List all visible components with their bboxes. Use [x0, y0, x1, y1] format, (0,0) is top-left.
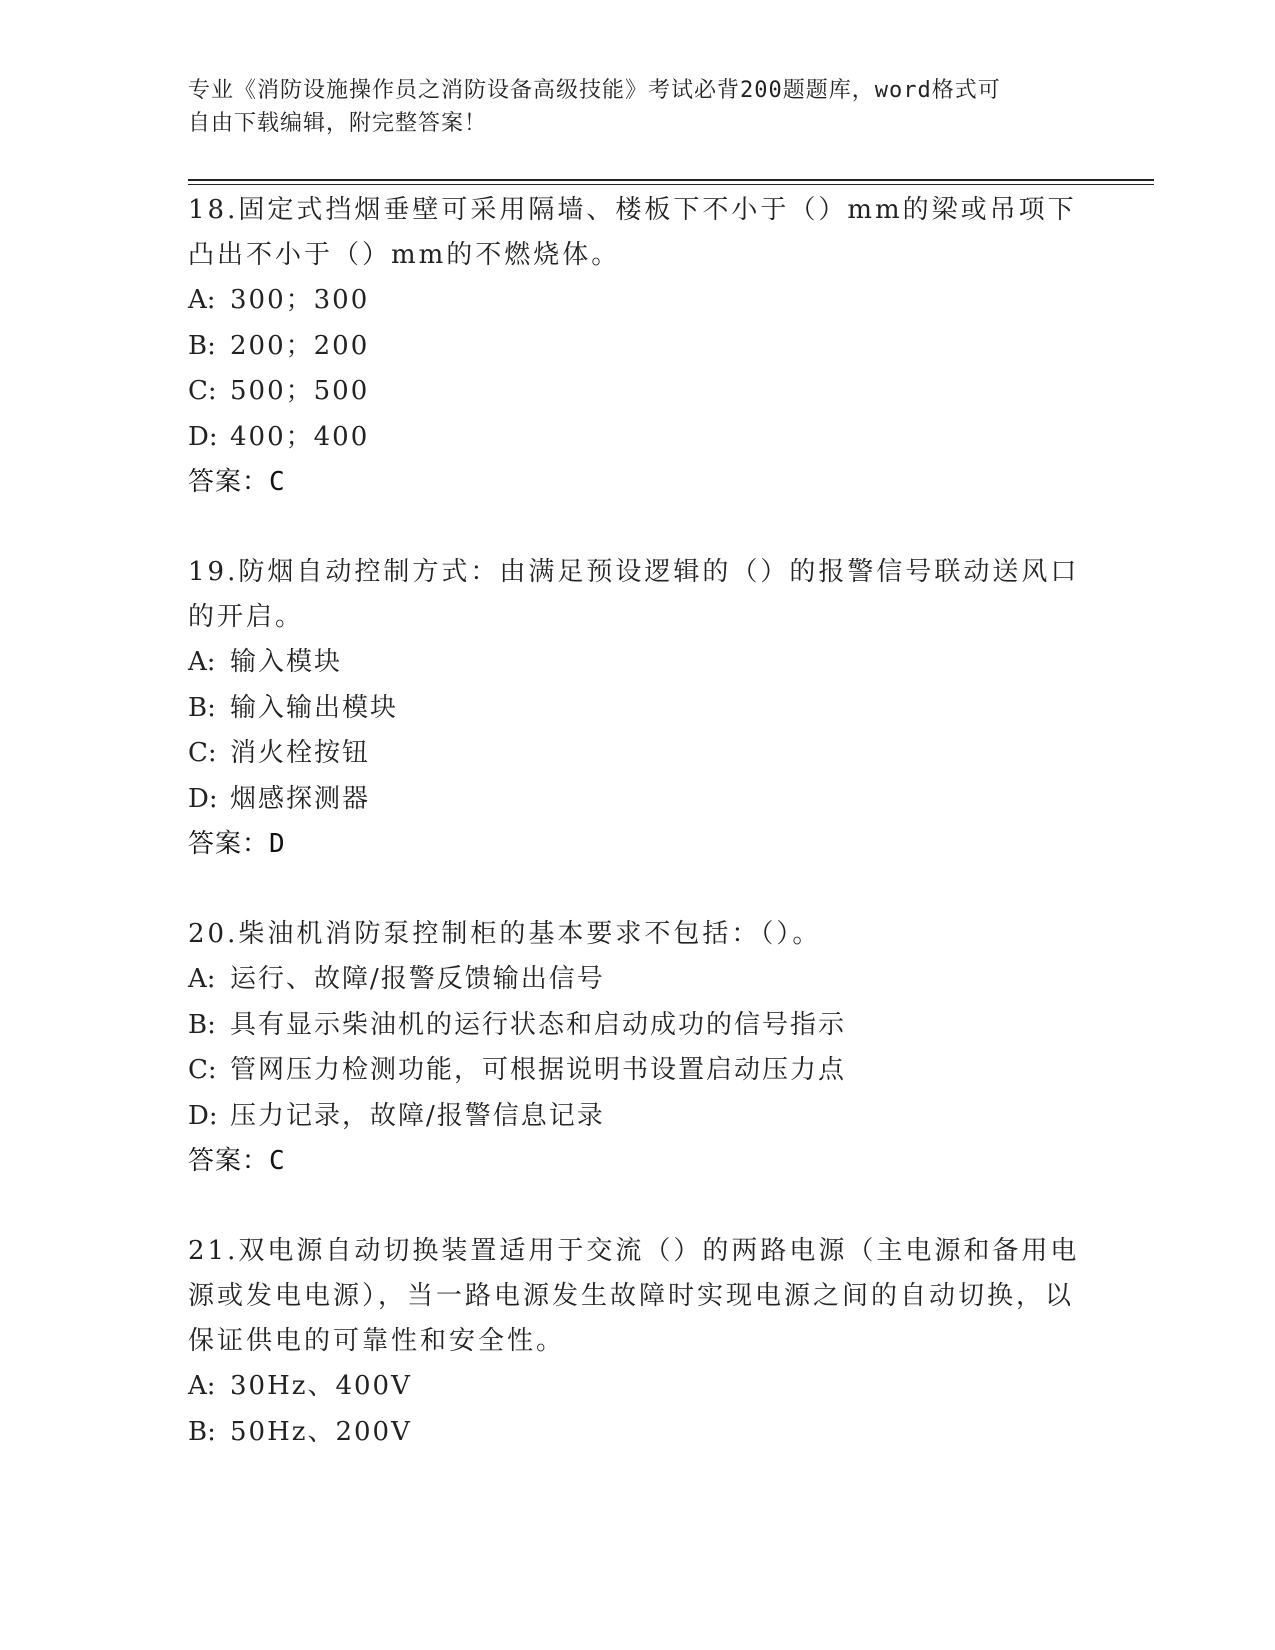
option-b	[188, 1003, 1088, 1049]
option-a	[188, 957, 1088, 1003]
option-text: 400；400	[230, 421, 370, 452]
option-c	[188, 731, 1088, 777]
header-line-2: 自由下载编辑，附完整答案！	[188, 111, 488, 136]
option-b	[188, 324, 1088, 370]
answer: 答案：D	[188, 829, 286, 859]
option-letter: A:	[188, 1371, 216, 1401]
option-letter: B:	[188, 330, 216, 361]
option-letter: C:	[188, 376, 217, 406]
question-21	[188, 1229, 1088, 1455]
document-header	[188, 74, 1088, 140]
option-text: 烟感探测器	[230, 783, 371, 814]
option-letter: B:	[188, 1009, 216, 1040]
answer: 答案：C	[188, 467, 286, 497]
option-letter: B:	[188, 692, 216, 723]
answer: 答案：C	[188, 1146, 286, 1176]
option-d	[188, 415, 1088, 461]
option-a	[188, 640, 1088, 686]
option-d	[188, 777, 1088, 823]
question-text: 21.双电源自动切换装置适用于交流（）的两路电源（主电源和备用电源或发电电源），当一路电源发生故障时实现电源之间的自动切换，以保证供电的可靠性和安全性。	[188, 1236, 1080, 1356]
question-list	[188, 188, 1088, 1500]
option-letter: B:	[188, 1416, 216, 1447]
option-letter: A:	[188, 647, 216, 677]
option-c	[188, 369, 1088, 415]
option-text: 消火栓按钮	[230, 738, 371, 768]
option-a	[188, 1364, 1088, 1410]
option-text: 200；200	[230, 330, 370, 361]
option-text: 300；300	[230, 285, 370, 315]
option-text: 50Hz、200V	[230, 1416, 412, 1447]
option-text: 500；500	[230, 376, 370, 406]
option-text: 运行、故障/报警反馈输出信号	[230, 964, 605, 994]
option-letter: D:	[188, 421, 218, 452]
option-b	[188, 686, 1088, 732]
header-line-1: 专业《消防设施操作员之消防设备高级技能》考试必背200题题库，word格式可	[188, 78, 1001, 103]
question-text: 19.防烟自动控制方式：由满足预设逻辑的（）的报警信号联动送风口的开启。	[188, 557, 1080, 632]
option-text: 输入模块	[230, 647, 343, 677]
option-text: 管网压力检测功能，可根据说明书设置启动压力点	[230, 1055, 847, 1085]
option-text: 具有显示柴油机的运行状态和启动成功的信号指示	[230, 1009, 847, 1040]
question-19	[188, 550, 1088, 867]
option-letter: A:	[188, 285, 216, 315]
header-divider-thick	[188, 179, 1154, 181]
option-text: 压力记录，故障/报警信息记录	[230, 1100, 605, 1131]
question-20	[188, 912, 1088, 1184]
option-letter: C:	[188, 738, 217, 768]
question-text: 18.固定式挡烟垂壁可采用隔墙、楼板下不小于（）mm的梁或吊项下凸出不小于（）mm的不燃烧体。	[188, 195, 1077, 270]
option-text: 输入输出模块	[230, 692, 399, 723]
question-18	[188, 188, 1088, 505]
question-text: 20.柴油机消防泵控制柜的基本要求不包括：（）。	[188, 919, 822, 949]
option-letter: A:	[188, 964, 216, 994]
header-divider-thin	[188, 184, 1154, 185]
option-letter: D:	[188, 1100, 218, 1131]
option-b	[188, 1410, 1088, 1456]
option-letter: D:	[188, 783, 218, 814]
option-letter: C:	[188, 1055, 217, 1085]
option-a	[188, 278, 1088, 324]
option-d	[188, 1094, 1088, 1140]
option-text: 30Hz、400V	[230, 1371, 412, 1401]
option-c	[188, 1048, 1088, 1094]
